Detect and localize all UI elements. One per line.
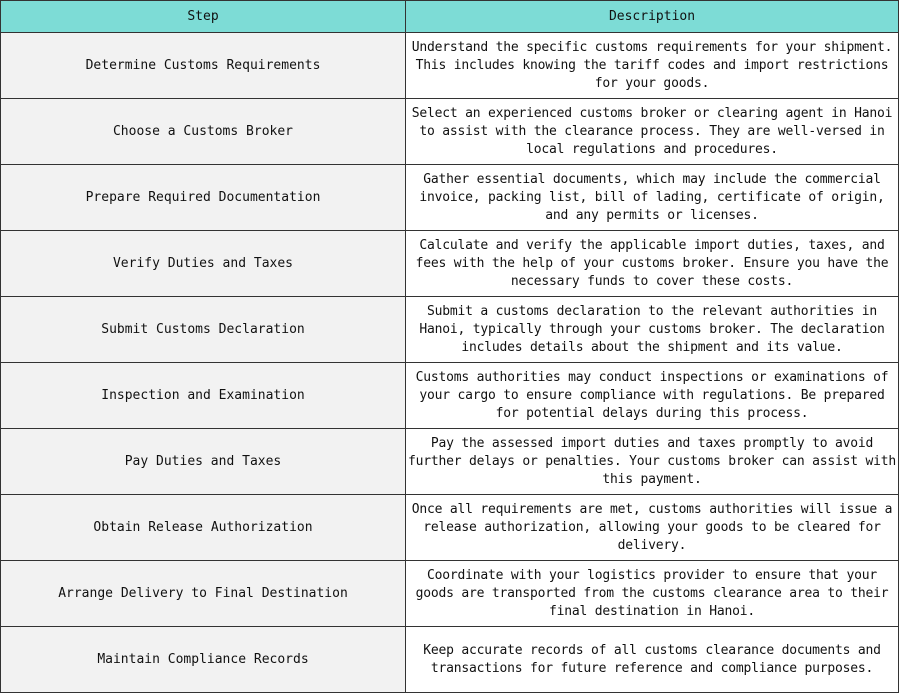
description-cell: Once all requirements are met, customs authorities will issue a release authorization, allowing your goods to be cleared for delivery. [406, 495, 899, 561]
table-row [1, 627, 899, 693]
step-cell: Choose a Customs Broker [1, 99, 406, 165]
table-row [1, 99, 899, 165]
column-header-description: Description [406, 1, 899, 33]
step-cell: Determine Customs Requirements [1, 33, 406, 99]
description-cell: Pay the assessed import duties and taxes promptly to avoid further delays or penalties. Your customs broker can assist with this payment. [406, 429, 899, 495]
step-cell: Submit Customs Declaration [1, 297, 406, 363]
table-row [1, 33, 899, 99]
table-row [1, 429, 899, 495]
description-cell: Understand the specific customs requirements for your shipment. This includes knowing the tariff codes and import restrictions for your goods. [406, 33, 899, 99]
step-cell: Prepare Required Documentation [1, 165, 406, 231]
description-cell: Gather essential documents, which may include the commercial invoice, packing list, bill of lading, certificate of origin, and any permits or licenses. [406, 165, 899, 231]
table-row [1, 495, 899, 561]
description-cell: Select an experienced customs broker or clearing agent in Hanoi to assist with the clearance process. They are well-versed in local regulations and procedures. [406, 99, 899, 165]
description-cell: Submit a customs declaration to the relevant authorities in Hanoi, typically through your customs broker. The declaration includes details about the shipment and its value. [406, 297, 899, 363]
table-body [1, 33, 899, 693]
step-cell: Arrange Delivery to Final Destination [1, 561, 406, 627]
table-row [1, 231, 899, 297]
description-cell: Calculate and verify the applicable import duties, taxes, and fees with the help of your customs broker. Ensure you have the necessary funds to cover these costs. [406, 231, 899, 297]
step-cell: Pay Duties and Taxes [1, 429, 406, 495]
description-cell: Keep accurate records of all customs clearance documents and transactions for future reference and compliance purposes. [406, 627, 899, 693]
column-header-step: Step [1, 1, 406, 33]
step-cell: Obtain Release Authorization [1, 495, 406, 561]
table-row [1, 363, 899, 429]
header-row [1, 1, 899, 33]
table-header [1, 1, 899, 33]
step-cell: Inspection and Examination [1, 363, 406, 429]
description-cell: Customs authorities may conduct inspections or examinations of your cargo to ensure compliance with regulations. Be prepared for potential delays during this process. [406, 363, 899, 429]
table-row [1, 561, 899, 627]
description-cell: Coordinate with your logistics provider to ensure that your goods are transported from the customs clearance area to their final destination in Hanoi. [406, 561, 899, 627]
table-row [1, 165, 899, 231]
step-cell: Verify Duties and Taxes [1, 231, 406, 297]
table-row [1, 297, 899, 363]
step-cell: Maintain Compliance Records [1, 627, 406, 693]
